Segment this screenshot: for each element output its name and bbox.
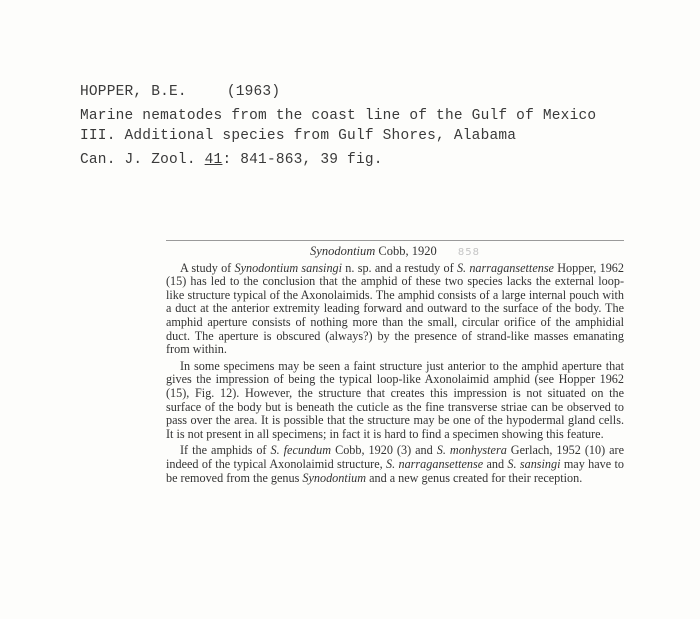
page-range: : 841-863, 39 fig. xyxy=(222,152,383,168)
citation-line xyxy=(80,150,670,170)
p1-italic-2: S. narragansettense xyxy=(456,260,554,275)
p3-italic-3: S. narragansettense xyxy=(386,456,484,471)
p3-text-5: may have to be removed from the genus xyxy=(166,456,624,485)
publication-year: (1963) xyxy=(226,84,281,100)
author-name: HOPPER, B.E. xyxy=(80,84,187,100)
title-line-1: Marine nematodes from the coast line of the Gulf of Mexico xyxy=(80,108,597,124)
pencil-note: 858 xyxy=(457,247,480,258)
clipping-top-rule xyxy=(166,240,624,241)
p1-text-1: A study of xyxy=(180,260,235,275)
heading-genus: Synodontium xyxy=(310,244,376,258)
p3-italic-1: S. fecundum xyxy=(270,443,332,458)
heading-author: Cobb, 1920 xyxy=(378,244,437,258)
paragraph-2: In some specimens may be seen a faint structure just anterior to the amphid aperture that gives the impression of being the typical loop-like Axonolaimid amphid (see Hopper 1962 (15), Fig. 12). However, the structure that creates this impression is not situated on the surface of the body but is beneath the cuticle as the fine transverse striae can be observed to pass over the area. It is possible that the structure may be one of the hypodermal gland cells. It is not present in all specimens; in fact it is hard to find a specimen showing this feature. xyxy=(166,358,624,441)
clipping-heading xyxy=(166,245,624,260)
p1-text-3: Hopper, 1962 (15) has led to the conclusion that the amphid of these two species lacks the external loop-like structure typical of the Axonolaimids. The amphid consists of a large internal pouch with a duct at the anterior extremity leading forward and outward to the surface of the body. The amphid aperture consists of nothing more than the small, circular orifice of the amphidial duct. The aperture is obscured (always?) by the presence of strand-like masses emanating from within. xyxy=(166,260,624,357)
p1-text-2: n. sp. and a restudy of xyxy=(342,260,457,275)
author-line xyxy=(80,82,670,102)
pasted-clipping xyxy=(166,240,624,488)
paragraph-1 xyxy=(166,262,624,357)
p3-text-4: and xyxy=(483,456,508,471)
p3-text-3: Gerlach, 1952 (10) are indeed of the typical Axonolaimid structure, xyxy=(166,443,625,471)
p3-text-6: and a new genus created for their reception. xyxy=(366,470,583,485)
volume-number: 41 xyxy=(204,152,223,168)
p3-text-1: If the amphids of xyxy=(180,443,271,458)
p3-italic-2: S. monhystera xyxy=(436,443,507,458)
p3-text-2: Cobb, 1920 (3) and xyxy=(331,443,437,458)
p3-italic-5: Synodontium xyxy=(302,470,367,485)
p3-italic-4: S. sansingi xyxy=(507,456,561,471)
title-line-2: III. Additional species from Gulf Shores, Alabama xyxy=(80,128,517,144)
journal-name: Can. J. Zool. xyxy=(80,152,196,168)
paragraph-3 xyxy=(166,444,624,485)
p1-italic-1: Synodontium sansingi xyxy=(234,260,343,275)
reference-card-header xyxy=(80,82,670,170)
